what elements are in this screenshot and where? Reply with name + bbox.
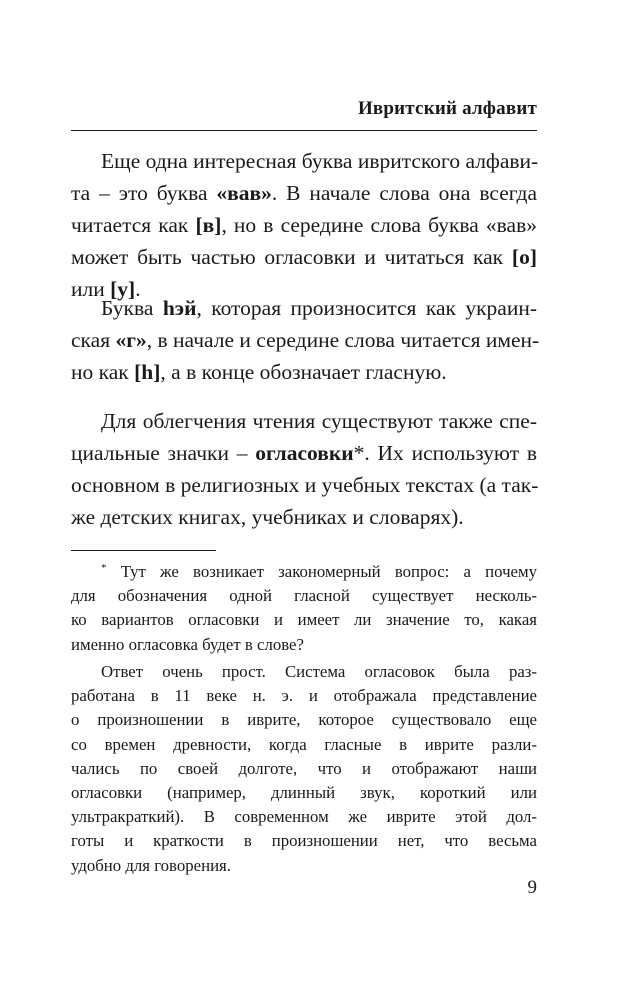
bold-term: огласовки xyxy=(255,441,354,465)
text-line: ультракраткий). В современном же иврите этой дол- xyxy=(71,807,537,827)
text-line: со времен древности, когда гласные в иврите разли- xyxy=(71,734,537,754)
text-line: готы и краткости в произношении нет, что весьма xyxy=(71,831,537,851)
paragraph-hey xyxy=(71,292,540,388)
text-line: же детских книгах, учебниках и словарях). xyxy=(71,505,464,529)
text-line: Для облегчения чтения существуют также спе- xyxy=(101,409,537,433)
text-line: ко вариантов огласовки и имеет ли значение то, какая xyxy=(71,610,537,630)
footnote-marker: * xyxy=(101,562,107,574)
text-line: Буква hэй, которая произносится как украин- xyxy=(101,296,537,320)
footnote-rule xyxy=(71,550,216,551)
text-line: циальные значки – огласовки*. Их используют в xyxy=(71,441,537,465)
text-line: удобно для говорения. xyxy=(71,855,231,875)
text-line: * Тут же возникает закономерный вопрос: а почему xyxy=(101,562,537,581)
text-line: именно огласовка будет в слове? xyxy=(71,634,304,654)
text-line: огласовки (например, длинный звук, короткий или xyxy=(71,783,537,803)
text-line: читается как [в], но в середине слова буква «вав» xyxy=(71,213,537,237)
bold-term: «г» xyxy=(115,328,147,352)
page-number: 9 xyxy=(527,877,537,898)
bold-term: [h] xyxy=(134,360,161,384)
paragraph-vav xyxy=(71,145,537,305)
bold-term: «вав» xyxy=(216,181,272,205)
text-line: ская «г», в начале и середине слова читается имен- xyxy=(71,328,540,352)
text-line: для обозначения одной гласной существует несколь- xyxy=(71,586,537,606)
text-line: Еще одна интересная буква ивритского алфави- xyxy=(101,149,539,173)
text-line: работана в 11 веке н. э. и отображала представление xyxy=(71,686,537,706)
text-line: может быть частью огласовки и читаться как [о] xyxy=(71,245,537,269)
bold-term: [о] xyxy=(511,245,537,269)
text-line: Ответ очень прост. Система огласовок была раз- xyxy=(101,662,537,681)
bold-term: [у] xyxy=(110,277,136,301)
text-line: основном в религиозных и учебных текстах (а так- xyxy=(71,473,539,497)
text-line: или [у]. xyxy=(71,277,141,301)
footnote-answer xyxy=(71,660,537,878)
footnote-question xyxy=(71,560,537,657)
text-line: чались по своей долготе, что и отображают наши xyxy=(71,758,537,778)
running-title: Ивритский алфавит xyxy=(357,98,537,119)
bold-term: [в] xyxy=(195,213,222,237)
text-line: та – это буква «вав». В начале слова она всегда xyxy=(71,181,537,205)
text-line: но как [h], а в конце обозначает гласную. xyxy=(71,360,447,384)
text-line: о произношении в иврите, которое существовало еще xyxy=(71,710,537,730)
header-rule xyxy=(71,130,537,131)
paragraph-niqqud xyxy=(71,405,537,533)
bold-term: hэй xyxy=(162,296,197,320)
